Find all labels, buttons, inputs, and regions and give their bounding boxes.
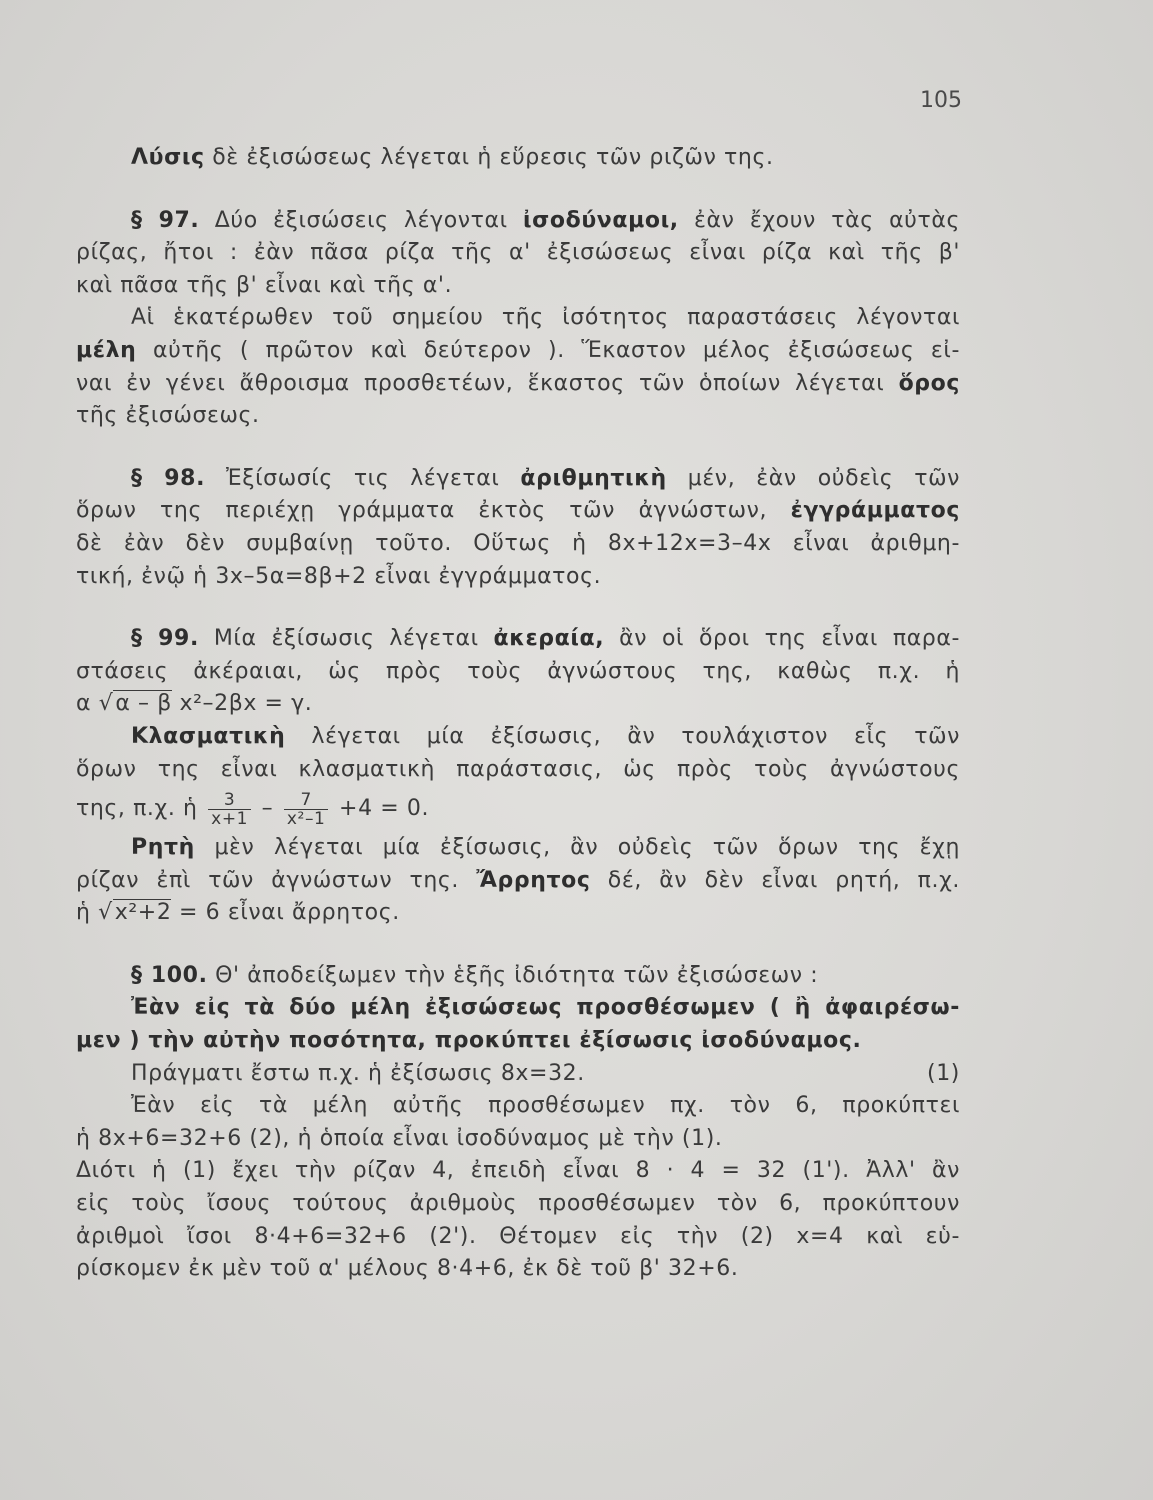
paragraph-line: τῆς ἐξισώσεως. [76, 403, 260, 429]
section-97-heading-line: § 97. Δύο ἐξισώσεις λέγονται ἰσοδύναμοι, ἐὰν ἔχουν τὰς αὐτὰς [131, 207, 960, 233]
paragraph-line: ναι ἐν γένει ἄθροισμα προσθετέων, ἕκαστος τῶν ὁποίων λέγεται ὅρος [76, 370, 960, 396]
paragraph-line: δὲ ἐὰν δὲν συμβαίνῃ τοῦτο. Οὕτως ἡ 8x+12x=3–4x εἶναι ἀριθμη- [76, 530, 960, 556]
term-engrammatos: ἐγγράμματος [790, 498, 960, 524]
paragraph-line: ὅρων της εἶναι κλασματικὴ παράστασις, ὡς πρὸς τοὺς ἀγνώστους [76, 756, 960, 782]
equation-label: (1) [927, 1060, 960, 1086]
formula-line: α √α – β x²–2βx = γ. [76, 691, 313, 717]
paragraph-line: καὶ πᾶσα τῆς β' εἶναι καὶ τῆς α'. [76, 272, 453, 298]
section-number-98: § 98. [131, 465, 206, 491]
paragraph-line: ἀριθμοὶ ἴσοι 8·4+6=32+6 (2'). Θέτομεν εἰς τὴν (2) x=4 καὶ εὑ- [76, 1223, 960, 1249]
fraction: $\frac{3}{x+1}$ [208, 791, 251, 828]
term-lysis: Λύσις [131, 145, 205, 170]
term-oros: ὅρος [898, 370, 960, 396]
section-100-heading-line: § 100. Θ' ἀποδείξωμεν τὴν ἑξῆς ἰδιότητα τῶν ἐξισώσεων : [131, 962, 819, 988]
formula-line: της, π.χ. ἡ $\frac{3}{x+1}$ – $\frac{7}{\text{x²–1}}$ +4 = 0. [76, 789, 430, 829]
section-98-heading-line: § 98. Ἐξίσωσίς τις λέγεται ἀριθμητικὴ μέν, ἐὰν οὐδεὶς τῶν [131, 465, 960, 491]
term-akeraia: ἀκεραία, [493, 626, 605, 652]
paragraph-line: Αἱ ἑκατέρωθεν τοῦ σημείου τῆς ἰσότητος παραστάσεις λέγονται [131, 305, 960, 331]
paragraph-line: Πράγματι ἔστω π.χ. ἡ ἐξίσωσις 8x=32. (1) [76, 1058, 960, 1091]
paragraph-line: ρίζαν ἐπὶ τῶν ἀγνώστων της. Ἄρρητος δέ, ἂν δὲν εἶναι ρητή, π.χ. [76, 867, 960, 893]
section-number-97: § 97. [131, 207, 200, 233]
radicand: α – β [115, 691, 172, 717]
paragraph-line: Διότι ἡ (1) ἔχει τὴν ρίζαν 4, ἐπειδὴ εἶναι 8 · 4 = 32 (1'). Ἀλλ' ἂν [76, 1158, 960, 1184]
paragraph-line: Ἐὰν εἰς τὰ μέλη αὐτῆς προσθέσωμεν πχ. τὸν 6, προκύπτει [131, 1093, 960, 1119]
theorem-line: μεν ) τὴν αὐτὴν ποσότητα, προκύπτει ἐξίσωσις ἰσοδύναμος. [76, 1028, 862, 1054]
section-number-99: § 99. [131, 626, 199, 652]
paragraph-line: ρίζας, ἤτοι : ἐὰν πᾶσα ρίζα τῆς α' ἐξισώσεως εἶναι ρίζα καὶ τῆς β' [76, 240, 960, 266]
fraction: $\frac{7}{\text{x²–1}}$ [284, 791, 329, 828]
theorem-line: Ἐὰν εἰς τὰ δύο μέλη ἐξισώσεως προσθέσωμεν ( ἢ ἀφαιρέσω- [131, 995, 960, 1021]
term-meli: μέλη [76, 337, 137, 363]
section-99-heading-line: § 99. Μία ἐξίσωσις λέγεται ἀκεραία, ἂν οἱ ὅροι της εἶναι παρα- [131, 626, 960, 652]
term-arritos: Ἄρρητος [476, 867, 591, 893]
term-arithmitiki: ἀριθμητικὴ [520, 465, 667, 491]
paragraph-line: εἰς τοὺς ἴσους τούτους ἀριθμοὺς προσθέσωμεν τὸν 6, προκύπτουν [76, 1191, 960, 1217]
radicand: x²+2 [114, 900, 172, 926]
paragraph-line: Λύσις δὲ ἐξισώσεως λέγεται ἡ εὕρεσις τῶν ριζῶν της. [131, 145, 774, 170]
paragraph-line: μέλη αὐτῆς ( πρῶτον καὶ δεύτερον ). Ἕκαστον μέλος ἐξισώσεως εἰ- [76, 337, 960, 363]
paragraph-line: ρίσκομεν ἐκ μὲν τοῦ α' μέλους 8·4+6, ἐκ δὲ τοῦ β' 32+6. [76, 1256, 739, 1282]
formula-line: ἡ √x²+2 = 6 εἶναι ἄρρητος. [76, 900, 400, 926]
section-number-100: § 100. [131, 962, 208, 988]
paragraph-line: Κλασματικὴ λέγεται μία ἐξίσωσις, ἂν τουλάχιστον εἷς τῶν [131, 723, 960, 749]
term-riti: Ρητὴ [131, 835, 195, 861]
paragraph-line: τική, ἐνῷ ἡ 3x–5α=8β+2 εἶναι ἐγγράμματος. [76, 563, 602, 589]
paragraph-line: ἡ 8x+6=32+6 (2), ἡ ὁποία εἶναι ἰσοδύναμος μὲ τὴν (1). [76, 1125, 723, 1151]
paragraph-line: Ρητὴ μὲν λέγεται μία ἐξίσωσις, ἂν οὐδεὶς τῶν ὅρων της ἔχῃ [131, 835, 960, 861]
term-isodynamoi: ἰσοδύναμοι, [522, 207, 679, 233]
page-number: 105 [920, 88, 962, 113]
page-body [76, 142, 960, 1286]
paragraph-line: στάσεις ἀκέραιαι, ὡς πρὸς τοὺς ἀγνώστους της, καθὼς π.χ. ἡ [76, 658, 960, 684]
paragraph-line: ὅρων της περιέχῃ γράμματα ἐκτὸς τῶν ἀγνώστων, ἐγγράμματος [76, 498, 960, 524]
term-klasmatiki: Κλασματικὴ [131, 723, 286, 749]
